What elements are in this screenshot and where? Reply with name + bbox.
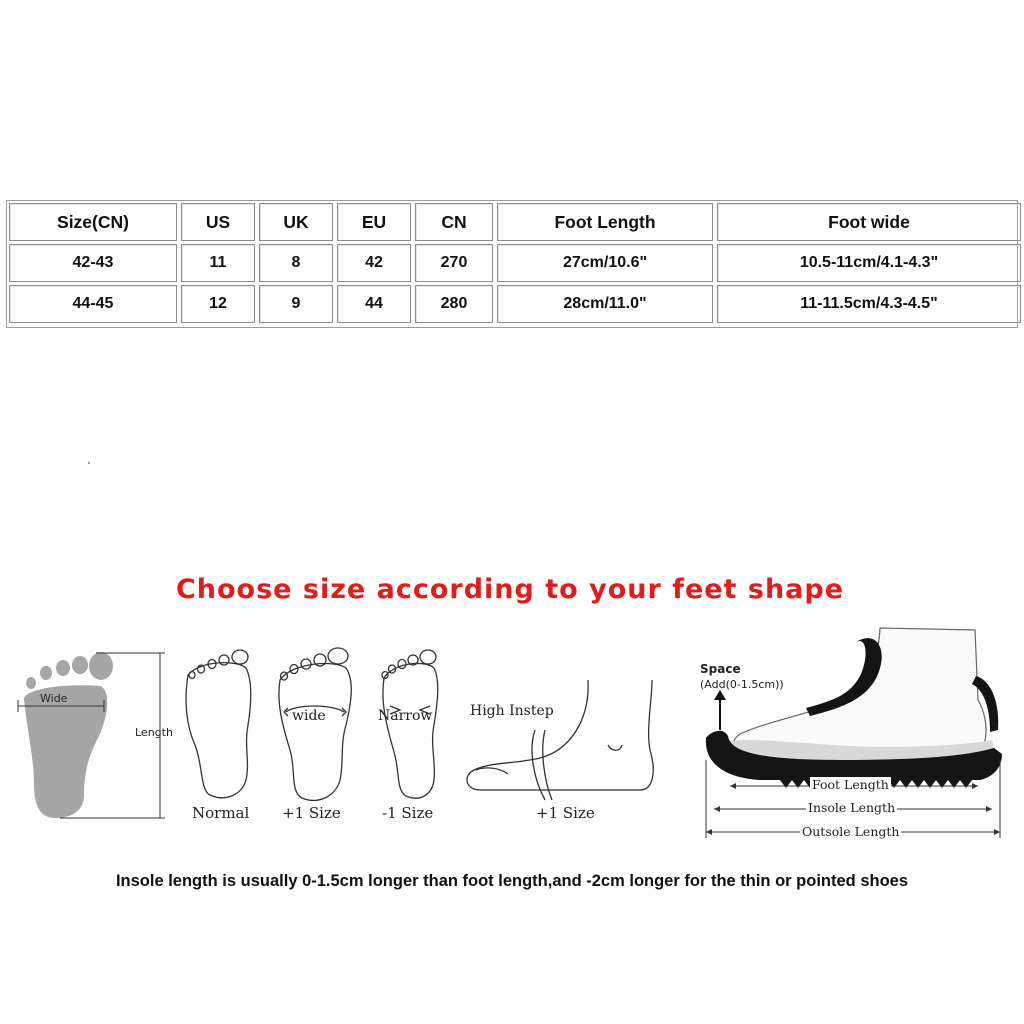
header-eu: EU	[337, 203, 411, 241]
wide-caption: +1 Size	[282, 804, 341, 822]
cell-cn: 270	[415, 244, 493, 282]
cell-eu: 42	[337, 244, 411, 282]
narrow-foot-outline	[382, 650, 438, 798]
wide-foot-outline	[279, 648, 351, 800]
size-guide-heading: Choose size according to your feet shape	[175, 574, 845, 605]
space-note: (Add(0-1.5cm))	[700, 678, 784, 691]
insole-length-note: Insole length is usually 0-1.5cm longer than foot length,and -2cm longer for the thin or pointed shoes	[115, 872, 909, 890]
wide-label: Wide	[40, 692, 68, 705]
size-table	[6, 200, 1018, 328]
length-label: Length	[135, 726, 173, 739]
cell-size-cn: 42-43	[9, 244, 177, 282]
cell-cn: 280	[415, 285, 493, 323]
header-uk: UK	[259, 203, 333, 241]
cell-us: 11	[181, 244, 255, 282]
narrow-overlay-label: Narrow	[378, 708, 433, 724]
header-size-cn: Size(CN)	[9, 203, 177, 241]
cell-size-cn: 44-45	[9, 285, 177, 323]
outsole-length-label: Outsole Length	[802, 824, 900, 839]
insole-length-label: Insole Length	[808, 800, 896, 815]
space-label: Space	[700, 662, 741, 676]
narrow-caption: -1 Size	[382, 804, 434, 822]
cell-uk: 8	[259, 244, 333, 282]
high-instep-label: High Instep	[470, 703, 554, 719]
normal-caption: Normal	[192, 804, 250, 822]
wide-overlay-label: wide	[292, 708, 326, 724]
cell-foot-length: 28cm/11.0"	[497, 285, 713, 323]
foot-shape-illustrations	[0, 620, 1024, 860]
header-foot-wide: Foot wide	[717, 203, 1021, 241]
header-us: US	[181, 203, 255, 241]
stray-dot	[88, 462, 90, 464]
header-cn: CN	[415, 203, 493, 241]
cell-foot-wide: 11-11.5cm/4.3-4.5"	[717, 285, 1021, 323]
high-instep-foot-outline	[467, 680, 653, 800]
header-foot-length: Foot Length	[497, 203, 713, 241]
normal-foot-outline	[186, 650, 251, 798]
high-instep-caption: +1 Size	[536, 804, 595, 822]
cell-uk: 9	[259, 285, 333, 323]
cell-us: 12	[181, 285, 255, 323]
cell-foot-wide: 10.5-11cm/4.1-4.3"	[717, 244, 1021, 282]
cell-foot-length: 27cm/10.6"	[497, 244, 713, 282]
cell-eu: 44	[337, 285, 411, 323]
foot-length-label: Foot Length	[812, 777, 889, 792]
foot-silhouette-icon	[24, 652, 113, 818]
